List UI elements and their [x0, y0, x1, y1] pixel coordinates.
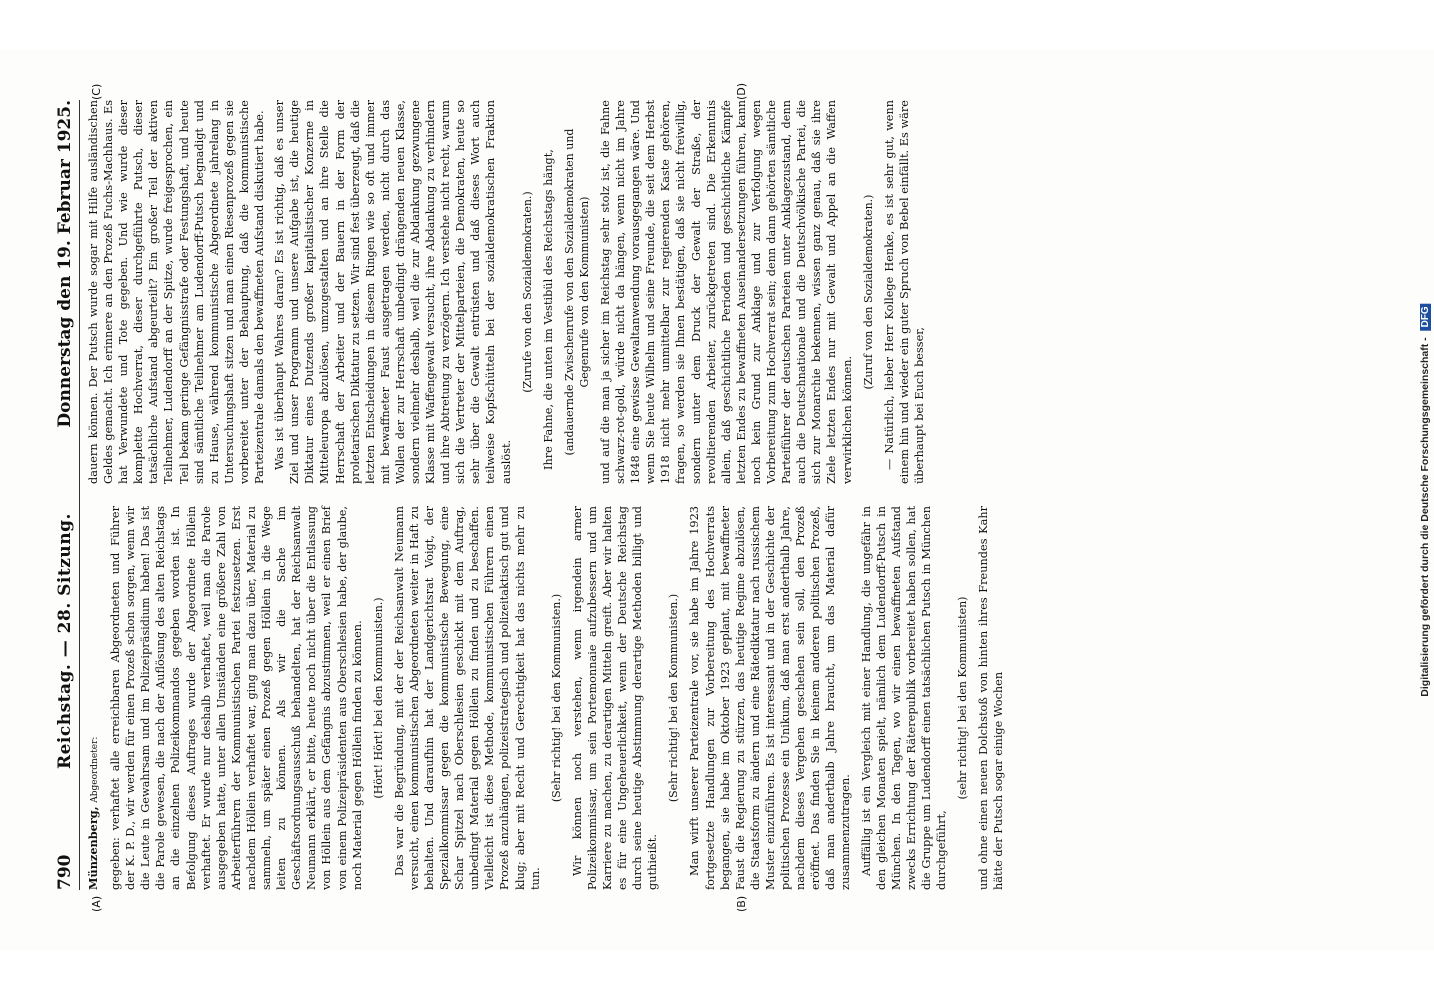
interjection: (Sehr richtig! bei den Kommunisten.) — [667, 593, 681, 803]
paragraph: Was ist überhaupt Wahres daran? Es ist richtig, daß es unser Ziel und unser Programm und unsere Aufgabe ist, die heutige Diktatur eines Dutzends großer kapitalistischer Konzerne in Mitteleuropa abzulösen, umzugestalten und an ihre Stelle die Herrschaft der Arbeiter und der Bauern in der Form der proletarischen Diktatur zu setzen. Wir sind fest überzeugt, daß die letzten Entscheidungen in diesem Ringen wie so oft und immer mit bewaffneter Faust ausgetragen werden, nicht durch das Wollen der zur Herrschaft unbedingt drängenden neuen Klasse, sondern vielmehr deshalb, weil die zur Abdankung gezwungene Klasse mit Waffengewalt versucht, ihre Abdankung zu verhindern und ihre Abtretung zu verzögern. Ich verstehe nicht recht, warum sich die Vertreter der Mittelparteien, die Demokraten, heute so sehr über die Gewalt entrüsten und daß dieses Wort auch teilweise Kopfschütteln bei der sozialdemokratischen Fraktion auslöst. — [273, 100, 513, 484]
header-title: Reichstag. — 28. Sitzung. — [55, 513, 75, 770]
rotated-page — [0, 50, 1434, 950]
paragraph: dauern können. Der Putsch wurde sogar mit Hilfe ausländischen Geldes gemacht. Ich erinnere an den Prozeß Fuchs-Machhaus. Es hat Verwundete und Tote gegeben. Und wie wurde dieser komplette Hochverrat, dieser durchgeführte Putsch, dieser tatsächliche Aufstand abgeurteilt? Ein großer Teil der aktiven Teilnehmer, Ludendorff an der Spitze, wurde freigesprochen, ein Teil bekam geringe Gefängnisstrafe oder Festungshaft, und heute sind sämtliche Teilnehmer am Ludendorff-Putsch begnadigt und zu Hause, während kommunistische Abgeordnete jahrelang in Untersuchungshaft sitzen und man einen Riesenprozeß gegen sie vorbereitet unter der Behauptung, daß die kommunistische Parteizentrale damals den bewaffneten Aufstand diskutiert habe. — [87, 100, 267, 484]
digitization-credit — [1418, 10, 1432, 990]
speaker-line — [86, 506, 103, 890]
margin-mark-a: (A) — [90, 895, 103, 912]
margin-mark-b: (B) — [735, 895, 748, 912]
paragraph: Auffällig ist ein Vergleich mit einer Handlung, die ungefähr in den gleichen Monaten spielt, nämlich dem Ludendorff-Putsch in München. In den Tagen, wo wir einen bewaffneten Aufstand zwecks Errichtung der Räterepublik vorbereitet haben sollen, hat die Gruppe um Ludendorff einen tatsächlichen Putsch in München durchgeführt, — [859, 506, 948, 890]
paragraph: und ohne einen neuen Dolchstoß von hinten ihres Freundes Kahr hätte der Putsch sogar einige Wochen — [977, 506, 1006, 890]
interjection: (Sehr richtig! bei den Kommunisten.) — [549, 593, 563, 803]
page-header — [55, 100, 80, 890]
paragraph: — Natürlich, lieber Herr Kollege Henke, es ist sehr gut, wenn einem hin und wieder ein guter Spruch von Bebel einfällt. Es wäre überhaupt bei Euch besser, — [882, 100, 926, 484]
header-date: Donnerstag den 19. Februar 1925. — [55, 100, 75, 428]
paragraph: gegeben: verhaftet alle erreichbaren Abgeordneten und Führer der K. P. D., wir werden für einen Prozeß schon sorgen, wenn wir die Leute in Gewahrsam und im Polizeipräsidium haben! Das ist die Parole gewesen, die nach der Auflösung des alten Reichstags an die einzelnen Polizeikommandos gegeben worden ist. In Befolgung dieses Auftrages wurde der Abgeordnete Höllein verhaftet. Er wurde nur deshalb verhaftet, weil man die Parole ausgegeben hatte, unter allen Umständen eine größere Zahl von Arbeiterführern der Kommunistischen Partei festzusetzen. Erst nachdem Höllein verhaftet war, ging man dazu über, Material zu sammeln, um später einen Prozeß gegen Höllein in die Wege leiten zu können. Als wir die Sache im Geschäftsordnungsausschuß behandelten, hat der Reichsanwalt Neumann erklärt, er bitte, heute noch nicht über die Entlassung von Höllein aus dem Gefängnis abzustimmen, weil er einen Brief von einem Polizeipräsidenten aus Oberschlesien habe, der glaube, noch Material gegen Höllein finden zu können. — [109, 506, 364, 890]
page-content — [55, 100, 1011, 890]
dfg-logo: DFG — [1420, 303, 1431, 330]
margin-mark-d: (D) — [735, 82, 748, 100]
interjection: (Zuruf von den Sozialdemokraten.) — [861, 194, 875, 390]
paragraph: Das war die Begründung, mit der der Reichsanwalt Neumann versucht, einen kommunistischen Abgeordneten weiter in Haft zu behalten. Und daraufhin hat der Landgerichtsrat Voigt, der Spezialkommissar gegen die kommunistische Bewegung, eine Schar Spitzel nach Oberschlesien geschickt mit dem Auftrag, unbedingt Material gegen Höllein zu finden und zu beschaffen. Vielleicht ist diese Methode, kommunistischen Führern einen Prozeß anzuhängen, polizeistrategisch und polizeitaktisch gut und klug; aber mit Recht und Gerechtigkeit hat das nichts mehr zu tun. — [392, 506, 542, 890]
left-column — [86, 506, 1011, 890]
interjection: (Zurufe von den Sozialdemokraten.) — [520, 191, 534, 393]
paragraph: Wir können noch verstehen, wenn irgendein armer Polizeikommissar, um sein Portemonnaie aufzubessern und um Karriere zu machen, zu derartigen Mitteln greift. Aber wir halten es für eine Ungeheuerlichkeit, wenn der Deutsche Reichstag durch seine heutige Abstimmung derartige Methoden billigt und guthieißt. — [570, 506, 660, 890]
speaker-role: Abgeordneter: — [90, 736, 100, 803]
right-column — [86, 100, 1011, 484]
paragraph: und auf die man ja sicher im Reichstag sehr stolz ist, die Fahne schwarz-rot-gold, würde nicht da hängen, wenn nicht im Jahre 1848 eine gewisse Gewaltanwendung vorausgegangen wäre. Und wenn Sie heute Wilhelm und seine Freunde, die seit dem Herbst 1918 nicht mehr unmittelbar zur regierenden Kaste gehören, fragen, so werden sie Ihnen bestätigen, daß sie nicht freiwillig, sondern unter dem Druck der Gewalt der Straße, der revoltierenden Arbeiter, zurückgetreten sind. Die Erkenntnis allein, daß geschichtliche Perioden und geschichtliche Kämpfe letzten Endes zu bewaffneten Auseinandersetzungen führen, kann noch kein Grund zur Anklage und zur Verfolgung wegen Vorbereitung zum Hochverrat sein; denn dann gehörten sämtliche Parteiführer der deutschen Parteien unter Anklagezustand, denn auch die Deutschnationale und die Deutschvölkische Partei, die sich zur Monarchie bekennen, wissen ganz genau, daß sie ihre Ziele letzten Endes nur mit Gewalt und Appel an die Waffen verwirklichen können. — [599, 100, 854, 484]
interjection: (andauernde Zwischenrufe von den Sozialdemokraten und Gegenrufe von den Kommunisten) — [562, 128, 591, 456]
interjection: (sehr richtig! bei den Kommunisten) — [956, 596, 970, 800]
paragraph: Man wirft unserer Parteizentrale vor, sie habe im Jahre 1923 fortgesetzte Handlungen zur Vorbereitung des Hochverrats begangen, sie habe im Oktober 1923 geplant, mit bewaffneter Faust die Regierung zu stürzen, das heutige Regime abzulösen, die Staatsform zu ändern und eine Rätediktatur nach russischem Muster einzuführen. Es ist interessant und in der Geschichte der politischen Prozesse ein Unikum, daß man erst anderthalb Jahre, nachdem dieses Vergehen geschehen sein soll, den Prozeß eröffnet. Das finden Sie in keinem anderen politischen Prozeß, daß man anderthalb Jahre braucht, um das Material dafür zusammenzutragen. — [688, 506, 853, 890]
page-number: 790 — [55, 854, 75, 890]
paragraph: Ihre Fahne, die unten im Vestibül des Reichstags hängt, — [541, 149, 555, 470]
speaker-name: Münzenberg, — [86, 806, 100, 890]
text-columns — [86, 100, 1011, 890]
interjection: (Hört! Hört! bei den Kommunisten.) — [371, 597, 385, 799]
margin-mark-c: (C) — [90, 83, 103, 100]
credit-text: Digitalisierung gefördert durch die Deutsche Forschungsgemeinschaft - — [1419, 337, 1431, 697]
